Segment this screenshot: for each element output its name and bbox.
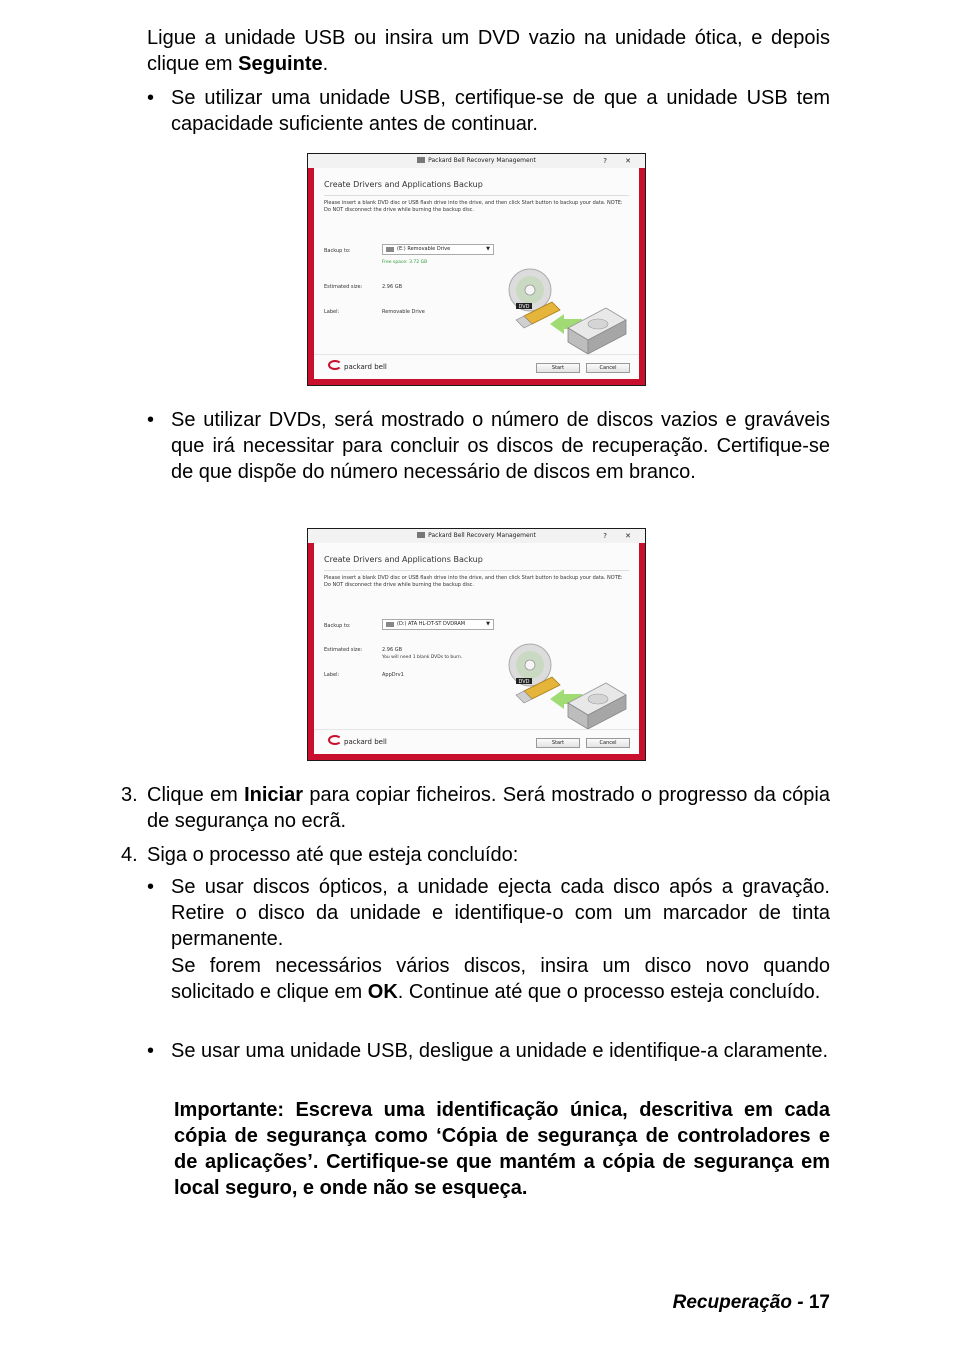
estimated-size-value: 2.96 GB <box>382 647 403 653</box>
hard-drive-icon <box>568 308 626 354</box>
brand-text: packard bell <box>344 738 387 746</box>
logo-swoosh-icon <box>328 735 342 745</box>
step-3-text <box>147 782 830 834</box>
backup-illustration <box>502 268 632 363</box>
intro-text: Ligue a unidade USB ou insira um DVD vazio na unidade ótica, e depois clique em <box>147 27 830 75</box>
dialog-heading: Create Drivers and Applications Backup <box>324 555 483 564</box>
dialog-footer <box>314 354 639 379</box>
bullet-marker: • <box>147 87 155 109</box>
dvd-tag-text: DVD <box>518 304 530 310</box>
heading-divider <box>324 195 629 196</box>
chevron-down-icon: ▼ <box>486 246 490 252</box>
window-titlebar <box>308 529 645 543</box>
bullet-usb-text: Se utilizar uma unidade USB, certifique-se de que a unidade USB tem capacidade suficiente antes de continuar. <box>171 87 830 135</box>
brand-text: packard bell <box>344 363 387 371</box>
start-button[interactable]: Start <box>536 363 580 373</box>
dialog-description: Please insert a blank DVD disc or USB flash drive into the drive, and then click Start button to backup your data. NOTE: Do NOT disconnect the drive while burning the backup disc. <box>324 200 623 213</box>
bullet-optical-text: Se usar discos ópticos, a unidade ejecta cada disco após a gravação. Retire o disco da unidade e identifique-o com um marcador de tinta permanente. <box>171 876 830 950</box>
label-label: Label: <box>324 309 340 315</box>
window-controls[interactable]: ? ✕ <box>603 157 639 165</box>
estimated-size-label: Estimated size: <box>324 647 363 653</box>
window-titlebar <box>308 154 645 168</box>
page-footer <box>673 1292 830 1314</box>
important-note: Importante: Escreva uma identificação única, descritiva em cada cópia de segurança como ‘Cópia de segurança de controladores e de aplicações’. Certifique-se que mantém a cópia de segurança em local seguro, e onde não se esqueça. <box>174 1099 830 1199</box>
step-3-bold-iniciar: Iniciar <box>244 784 304 806</box>
dvd-count-note: You will need 1 blank DVDs to burn. <box>382 655 463 660</box>
window-title: Packard Bell Recovery Management <box>428 532 536 539</box>
step-3-pre: Clique em <box>147 784 245 806</box>
intro-paragraph <box>147 25 830 77</box>
bullet-usb2-text: Se usar uma unidade USB, desligue a unidade e identifique-a claramente. <box>171 1040 829 1062</box>
label-value: AppDrv1 <box>382 672 404 678</box>
dvd-tag-text: DVD <box>518 679 530 685</box>
window-body <box>314 543 639 754</box>
intro-text-end: . <box>322 53 329 75</box>
backup-drive-value: (E:) Removable Drive <box>397 246 451 252</box>
cancel-button[interactable]: Cancel <box>586 363 630 373</box>
logo-swoosh-icon <box>328 360 342 370</box>
window-controls[interactable]: ? ✕ <box>603 532 639 540</box>
backup-illustration <box>502 643 632 738</box>
estimated-size-value: 2.96 GB <box>382 284 403 290</box>
screenshot-usb-backup <box>307 153 646 386</box>
optical-bold-ok: OK <box>367 981 398 1003</box>
app-icon <box>417 157 425 163</box>
backup-drive-value: (D:) ATA HL-DT-ST DVDRAM <box>397 621 466 627</box>
optical-text-post: . Continue até que o processo esteja concluído. <box>397 981 821 1003</box>
footer-section: Recuperação - <box>672 1292 804 1313</box>
bullet-marker: • <box>147 876 155 898</box>
start-button[interactable]: Start <box>536 738 580 748</box>
backup-to-label: Backup to: <box>324 623 351 629</box>
step-4-number: 4. <box>121 844 138 866</box>
hard-drive-icon <box>568 683 626 729</box>
bullet-marker: • <box>147 409 155 431</box>
step-3-number: 3. <box>121 784 138 806</box>
step-4-text: Siga o processo até que esteja concluído: <box>147 844 519 866</box>
bullet-optical-text-2 <box>171 953 830 1005</box>
cancel-button[interactable]: Cancel <box>586 738 630 748</box>
estimated-size-label: Estimated size: <box>324 284 363 290</box>
backup-to-label: Backup to: <box>324 248 351 254</box>
bullet-marker: • <box>147 1040 155 1062</box>
packard-bell-logo <box>328 735 387 746</box>
page-number: 17 <box>808 1292 830 1313</box>
bullet-dvd-text: Se utilizar DVDs, será mostrado o número de discos vazios e graváveis que irá necessitar para concluir os discos de recuperação. Certifique-se de que dispõe do número necessário de discos em branco. <box>171 409 830 483</box>
screenshot-dvd-backup <box>307 528 646 761</box>
drive-icon <box>386 247 394 252</box>
backup-drive-select[interactable] <box>382 244 494 255</box>
window-title: Packard Bell Recovery Management <box>428 157 536 164</box>
dialog-description: Please insert a blank DVD disc or USB flash drive into the drive, and then click Start button to backup your data. NOTE: Do NOT disconnect the drive while burning the backup disc. <box>324 575 623 588</box>
backup-drive-select[interactable] <box>382 619 494 630</box>
free-space-text: Free space: 3.72 GB <box>382 260 428 265</box>
intro-bold-seguinte: Seguinte <box>238 53 323 75</box>
chevron-down-icon: ▼ <box>486 621 490 627</box>
packard-bell-logo <box>328 360 387 371</box>
heading-divider <box>324 570 629 571</box>
step-3-post: para copiar ficheiros. Será mostrado o progresso da cópia de segurança no ecrã. <box>147 784 830 832</box>
window-body <box>314 168 639 379</box>
label-value: Removable Drive <box>382 309 425 315</box>
dialog-footer <box>314 729 639 754</box>
drive-icon <box>386 622 394 627</box>
dialog-heading: Create Drivers and Applications Backup <box>324 180 483 189</box>
label-label: Label: <box>324 672 340 678</box>
optical-text-pre: Se forem necessários vários discos, insira um disco novo quando solicitado e clique em <box>171 955 830 1003</box>
app-icon <box>417 532 425 538</box>
